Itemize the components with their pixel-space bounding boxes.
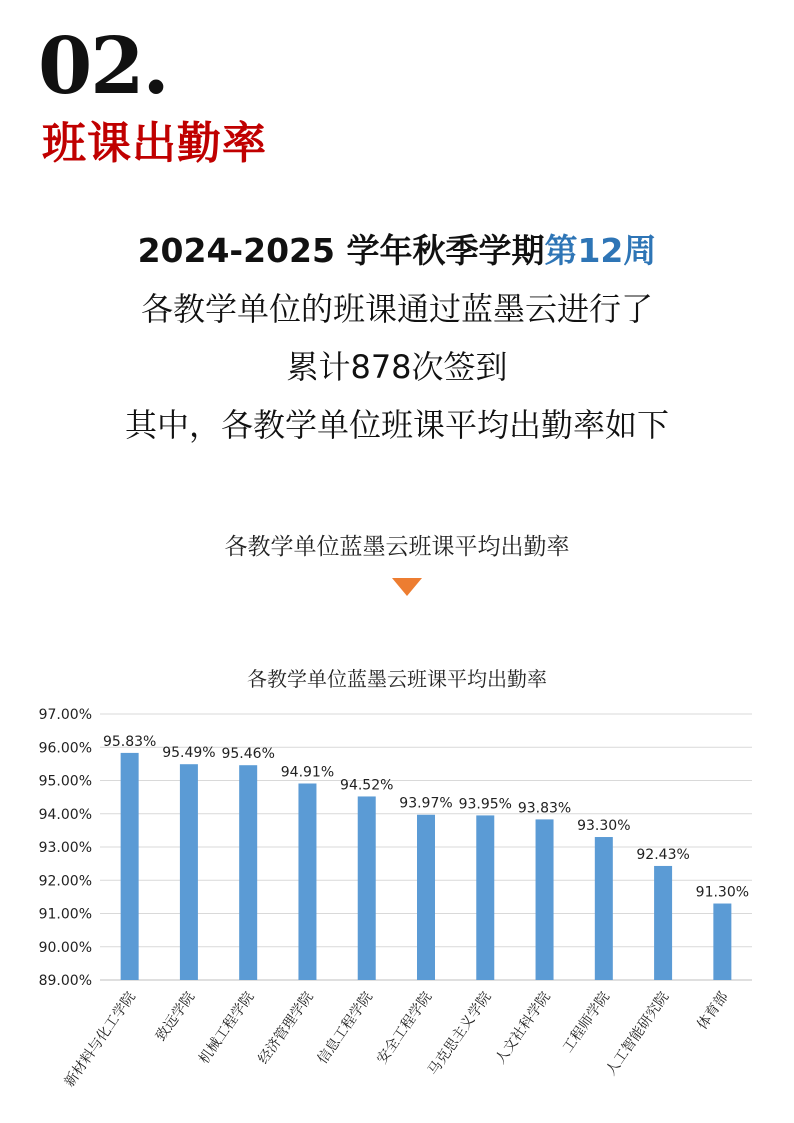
y-tick-label: 97.00%: [38, 707, 92, 723]
y-axis: [39, 707, 92, 989]
data-label: 93.30%: [577, 818, 631, 835]
bar: [298, 783, 316, 980]
x-tick-label: 人工智能研究院: [603, 989, 673, 1079]
term-label: 2024-2025 学年秋季学期: [137, 231, 545, 270]
data-label: 95.49%: [162, 745, 216, 762]
bar: [595, 837, 613, 980]
bar: [654, 866, 672, 980]
x-tick-label: 致远学院: [152, 989, 199, 1045]
intro-heading: [0, 222, 794, 280]
chart-caption: 各教学单位蓝墨云班课平均出勤率: [224, 534, 570, 560]
x-tick-label: 信息工程学院: [314, 989, 377, 1068]
data-label: 93.97%: [399, 795, 453, 812]
x-tick-label: 机械工程学院: [196, 989, 258, 1068]
data-label: 93.95%: [458, 796, 512, 813]
x-tick-label: 经济管理学院: [255, 989, 317, 1068]
bar: [536, 819, 554, 980]
data-label: 95.83%: [102, 733, 157, 750]
intro-line-3: 累计878次签到: [286, 348, 508, 386]
data-label: 91.30%: [695, 884, 750, 901]
bar: [417, 815, 435, 980]
bar: [239, 765, 257, 980]
data-label: 95.46%: [221, 746, 275, 763]
chart-title: 各教学单位蓝墨云班课平均出勤率: [247, 667, 547, 691]
y-tick-label: 95.00%: [38, 773, 92, 790]
data-label: 92.43%: [636, 846, 690, 863]
section-title: 班课出勤率: [42, 118, 267, 169]
x-tick-label: 人文社科学院: [492, 989, 554, 1068]
y-tick-label: 96.00%: [38, 740, 92, 757]
intro-text: [0, 222, 794, 454]
data-label: 94.52%: [340, 777, 394, 794]
y-tick-label: 91.00%: [38, 906, 92, 923]
y-tick-label: 92.00%: [38, 873, 92, 890]
data-label: 94.91%: [280, 764, 335, 781]
week-label: 第12周: [544, 231, 657, 270]
x-axis: [61, 989, 732, 1090]
x-tick-label: 体育部: [694, 989, 732, 1033]
data-label: 93.83%: [517, 800, 572, 817]
y-tick-label: 90.00%: [38, 939, 92, 956]
bar: [121, 753, 139, 980]
x-tick-label: 新材料与化工学院: [61, 989, 139, 1091]
intro-line-4: 其中，各教学单位班课平均出勤率如下: [124, 406, 669, 444]
section-number: 02.: [38, 21, 168, 112]
x-tick-label: 工程师学院: [559, 989, 614, 1056]
y-tick-label: 93.00%: [38, 840, 92, 856]
bar: [476, 815, 494, 980]
down-arrow-icon: [392, 578, 422, 596]
bar: [358, 796, 376, 980]
y-tick-label: 89.00%: [38, 973, 92, 989]
attendance-bar-chart: [0, 640, 794, 1110]
intro-line-2: 各教学单位的班课通过蓝墨云进行了: [140, 290, 653, 328]
y-tick-label: 94.00%: [38, 806, 92, 823]
bar: [713, 904, 731, 980]
bar: [180, 764, 198, 980]
x-tick-label: 马克思主义学院: [425, 989, 495, 1079]
x-tick-label: 安全工程学院: [373, 989, 436, 1068]
chart-bars: [121, 753, 732, 980]
